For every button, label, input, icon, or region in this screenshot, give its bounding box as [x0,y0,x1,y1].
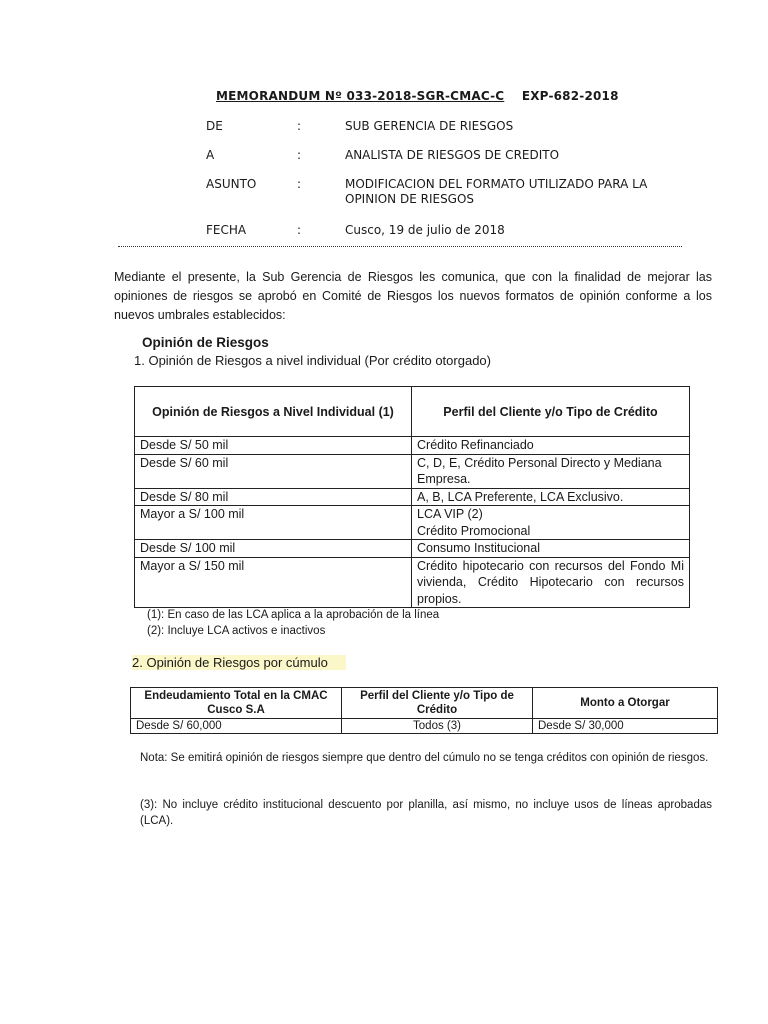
profile-cell: Crédito Refinanciado [412,437,690,455]
footnote-1: (1): En caso de las LCA aplica a la aprobación de la línea [147,609,440,621]
table-header-row [131,688,718,719]
individual-opinion-table [134,386,690,608]
profile-cell: A, B, LCA Preferente, LCA Exclusivo. [412,488,690,506]
header-colon: : [297,148,302,162]
table-row [135,454,690,488]
profile-cell: Consumo Institucional [412,540,690,558]
table-header-row [135,387,690,437]
profile-cell: Todos (3) [342,719,533,734]
table-header-cell: Perfil del Cliente y/o Tipo de Crédito [412,387,690,437]
debt-cell: Desde S/ 60,000 [131,719,342,734]
table-header-cell: Endeudamiento Total en la CMAC Cusco S.A [131,688,342,719]
header-colon: : [297,177,302,191]
header-value-a: ANALISTA DE RIESGOS DE CREDITO [345,148,560,162]
threshold-cell: Desde S/ 80 mil [135,488,412,506]
threshold-cell: Mayor a S/ 150 mil [135,557,412,608]
threshold-cell: Desde S/ 50 mil [135,437,412,455]
note-paragraph: Nota: Se emitirá opinión de riesgos siempre que dentro del cúmulo no se tenga créditos con opinión de riesgos. [140,752,709,764]
header-label-de: DE [206,119,223,133]
table-row [131,719,718,734]
footnote-3: (3): No incluye crédito institucional descuento por planilla, así mismo, no incluye usos de líneas aprobadas (LCA). [140,799,712,827]
threshold-cell: Desde S/ 60 mil [135,454,412,488]
header-label-asunto: ASUNTO [206,177,257,191]
header-label-fecha: FECHA [206,223,247,237]
profile-cell: LCA VIP (2) Crédito Promocional [412,506,690,540]
cumulo-opinion-table [130,687,718,734]
subsection-cumulo-title [132,655,346,670]
table-header-cell: Perfil del Cliente y/o Tipo de Crédito [342,688,533,719]
subsection-cumulo-text: 2. Opinión de Riesgos por cúmulo [132,655,346,670]
threshold-cell: Desde S/ 100 mil [135,540,412,558]
amount-cell: Desde S/ 30,000 [533,719,718,734]
profile-cell: C, D, E, Crédito Personal Directo y Mediana Empresa. [412,454,690,488]
header-label-a: A [206,148,215,162]
subsection-individual-title: 1. Opinión de Riesgos a nivel individual (Por crédito otorgado) [134,353,491,368]
table-row [135,540,690,558]
memo-title [216,89,619,103]
threshold-cell: Mayor a S/ 100 mil [135,506,412,540]
table-header-cell: Opinión de Riesgos a Nivel Individual (1) [135,387,412,437]
table-row [135,557,690,608]
table-header-cell: Monto a Otorgar [533,688,718,719]
header-colon: : [297,119,302,133]
section-title: Opinión de Riesgos [142,335,269,350]
memo-exp: EXP-682-2018 [521,89,619,103]
header-colon: : [297,223,302,237]
table-row [135,488,690,506]
dotted-divider [118,238,682,247]
table-row [135,506,690,540]
footnote-2: (2): Incluye LCA activos e inactivos [147,625,326,637]
intro-paragraph: Mediante el presente, la Sub Gerencia de Riesgos les comunica, que con la finalidad de mejorar las opiniones de riesgos se aprobó en Comité de Riesgos los nuevos formatos de opinión conforme a los nuevos umbrales establecidos: [114,270,712,322]
memo-number: MEMORANDUM Nº 033-2018-SGR-CMAC-C [216,89,505,103]
header-value-fecha: Cusco, 19 de julio de 2018 [345,223,505,237]
header-value-asunto: MODIFICACION DEL FORMATO UTILIZADO PARA LA OPINION DE RIESGOS [345,177,648,206]
header-value-de: SUB GERENCIA DE RIESGOS [345,119,514,133]
table-row [135,437,690,455]
profile-cell: Crédito hipotecario con recursos del Fondo Mi vivienda, Crédito Hipotecario con recursos propios. [412,557,690,608]
